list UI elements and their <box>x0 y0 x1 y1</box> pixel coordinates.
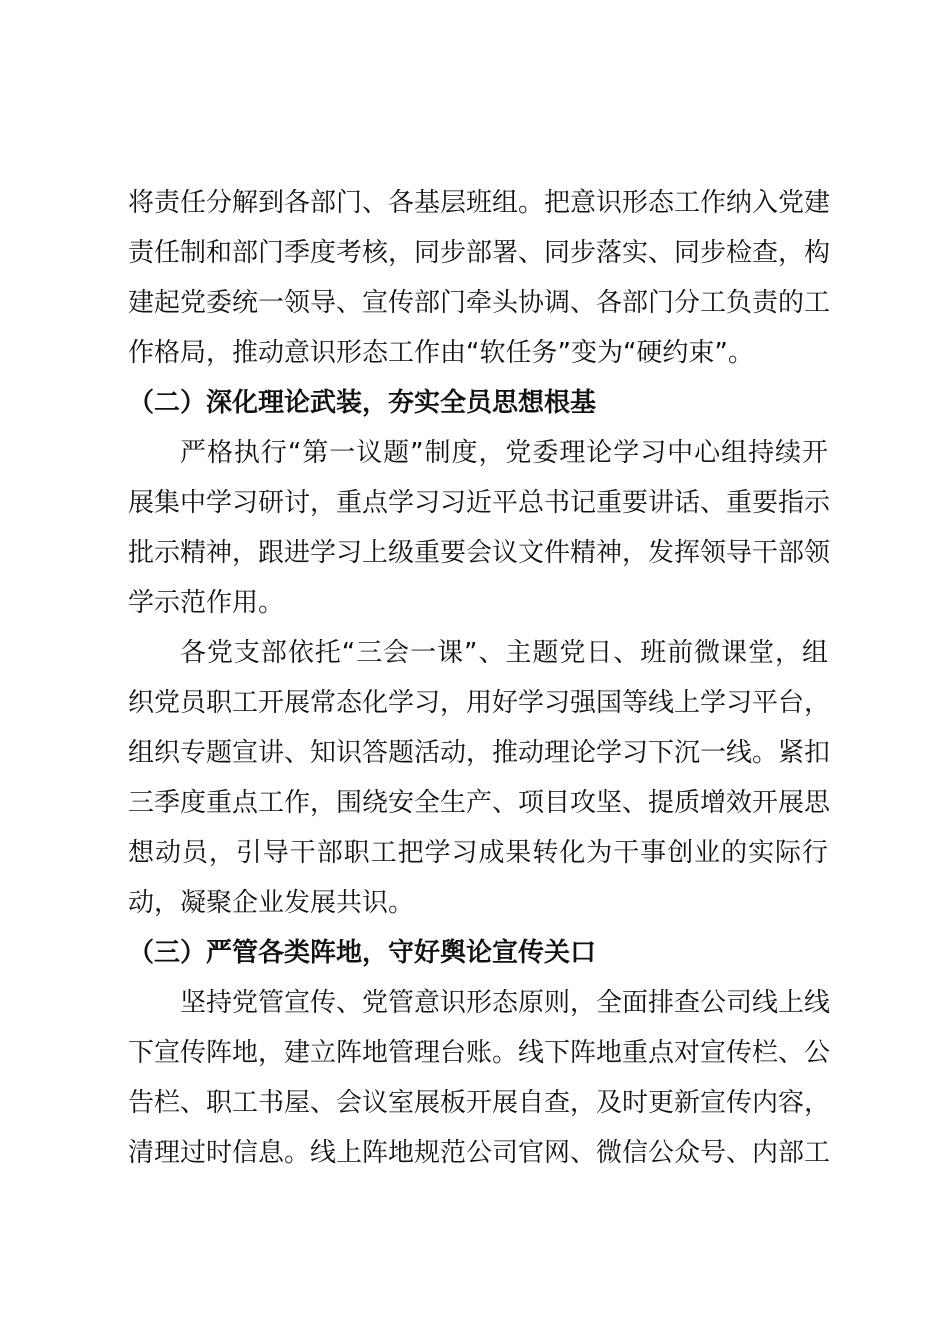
paragraph-intro <box>128 178 831 378</box>
text-line: 组织专题宣讲、知识答题活动，推动理论学习下沉一线。紧扣 <box>128 738 831 768</box>
text-line: 学示范作用。 <box>128 588 285 618</box>
text-line: 作格局，推动意识形态工作由“软任务”变为“硬约束”。 <box>128 338 754 368</box>
text-line: 告栏、职工书屋、会议室展板开展自查，及时更新宣传内容， <box>128 1088 831 1118</box>
text-line: 各党支部依托“三会一课”、主题党日、班前微课堂，组 <box>180 638 828 668</box>
document-body <box>128 178 831 1178</box>
paragraph-2a <box>128 428 831 628</box>
text-line: 织党员职工开展常态化学习，用好学习强国等线上学习平台， <box>128 688 831 718</box>
text-line: 严格执行“第一议题”制度，党委理论学习中心组持续开 <box>180 438 828 468</box>
section-heading-3: （三）严管各类阵地，守好舆论宣传关口 <box>128 938 597 968</box>
text-line: 下宣传阵地，建立阵地管理台账。线下阵地重点对宣传栏、公 <box>128 1038 831 1068</box>
text-line: 想动员，引导干部职工把学习成果转化为干事创业的实际行 <box>128 838 828 868</box>
paragraph-2b <box>128 628 831 928</box>
text-line: 建起党委统一领导、宣传部门牵头协调、各部门分工负责的工 <box>128 288 831 318</box>
text-line: 动，凝聚企业发展共识。 <box>128 888 415 918</box>
text-line: 责任制和部门季度考核，同步部署、同步落实、同步检查，构 <box>128 238 831 268</box>
text-line: 将责任分解到各部门、各基层班组。把意识形态工作纳入党建 <box>128 188 831 218</box>
paragraph-3a <box>128 978 831 1178</box>
section-heading-2: （二）深化理论武装，夯实全员思想根基 <box>128 388 597 418</box>
text-line: 三季度重点工作，围绕安全生产、项目攻坚、提质增效开展思 <box>128 788 831 818</box>
text-line: 批示精神，跟进学习上级重要会议文件精神，发挥领导干部领 <box>128 538 831 568</box>
text-line: 坚持党管宣传、党管意识形态原则，全面排查公司线上线 <box>180 988 831 1018</box>
text-line: 清理过时信息。线上阵地规范公司官网、微信公众号、内部工 <box>128 1138 831 1168</box>
text-line: 展集中学习研讨，重点学习习近平总书记重要讲话、重要指示 <box>128 488 831 518</box>
